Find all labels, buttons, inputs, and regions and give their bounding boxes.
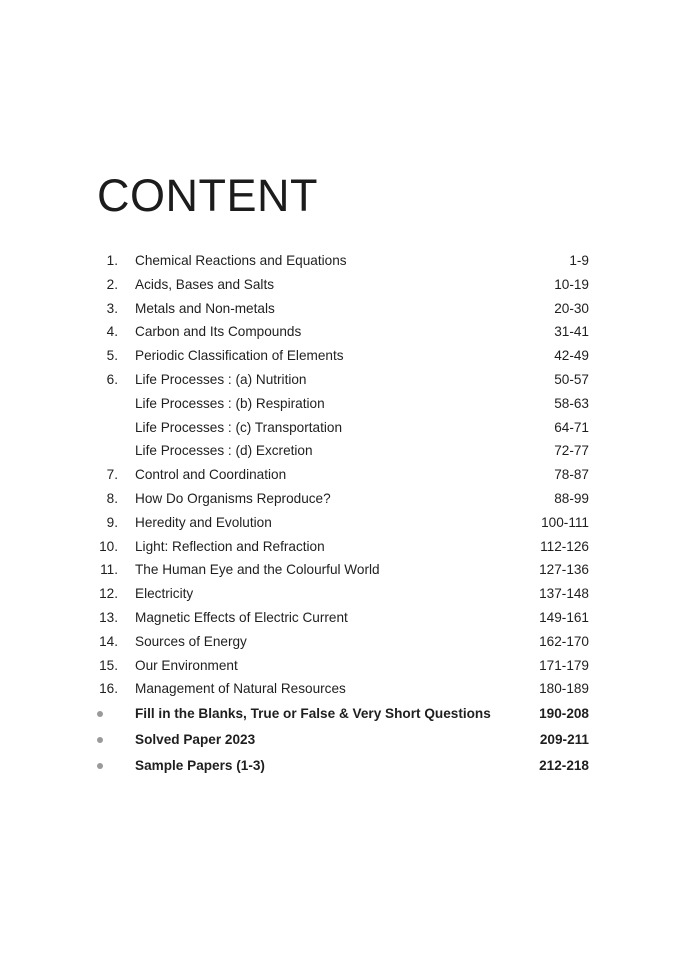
toc-entry (0, 677, 700, 701)
entry-pages: 100-111 (541, 514, 589, 530)
entry-number: 15. (99, 657, 118, 673)
entry-pages: 162-170 (539, 633, 589, 649)
entry-title: Control and Coordination (135, 467, 287, 483)
entry-title: Fill in the Blanks, True or False & Very Short Questions (135, 706, 491, 722)
entry-pages: 64-71 (554, 419, 589, 435)
entry-number: 13. (99, 609, 118, 625)
entry-number: 1. (106, 253, 118, 268)
entry-pages: 190-208 (539, 706, 589, 722)
bullet-icon (97, 763, 103, 769)
toc-entry (0, 297, 700, 321)
entry-title: Life Processes : (a) Nutrition (135, 371, 307, 387)
entry-title: Magnetic Effects of Electric Current (135, 609, 348, 625)
entry-pages: 212-218 (539, 758, 589, 774)
entry-number: 3. (106, 300, 118, 316)
entry-title: Sample Papers (1-3) (135, 758, 265, 774)
toc-extra-entry (0, 727, 700, 753)
entry-number: 11. (100, 562, 118, 578)
entry-pages: 137-148 (539, 586, 589, 602)
toc-extra-entry (0, 753, 700, 779)
entry-title: Management of Natural Resources (135, 681, 346, 697)
toc-entry (0, 487, 700, 511)
bullet-icon (97, 737, 103, 743)
entry-pages: 209-211 (539, 732, 589, 748)
entry-pages: 127-136 (539, 562, 589, 578)
entry-number: 6. (106, 371, 118, 387)
entry-title: The Human Eye and the Colourful World (135, 562, 380, 578)
entry-pages: 20-30 (554, 300, 589, 316)
entry-number: 12. (99, 586, 118, 602)
entry-pages: 180-189 (539, 681, 589, 697)
entry-title: Carbon and Its Compounds (135, 324, 302, 340)
entry-pages: 50-57 (554, 371, 589, 387)
entry-pages: 42-49 (554, 348, 589, 364)
entry-number: 4. (106, 324, 118, 340)
toc-entry (0, 630, 700, 654)
entry-title: Periodic Classification of Elements (135, 348, 344, 364)
entry-number: 8. (106, 490, 118, 506)
entry-number: 14. (99, 633, 118, 649)
entry-pages: 72-77 (554, 443, 589, 459)
toc-extra-entry (0, 701, 700, 727)
entry-title: Electricity (135, 586, 194, 602)
entry-title: How Do Organisms Reproduce? (135, 490, 331, 506)
entry-title: Chemical Reactions and Equations (135, 253, 347, 268)
toc-entry (0, 558, 700, 582)
entry-title: Life Processes : (b) Respiration (135, 395, 325, 411)
entry-title: Solved Paper 2023 (135, 732, 256, 748)
entry-title: Sources of Energy (135, 633, 247, 649)
entry-pages: 88-99 (554, 490, 589, 506)
entry-number: 10. (99, 538, 118, 554)
entry-title: Metals and Non-metals (135, 300, 275, 316)
toc-entry (0, 511, 700, 535)
entry-pages: 78-87 (554, 467, 589, 483)
entry-number: 2. (106, 276, 118, 292)
page-title: CONTENT (97, 170, 318, 221)
toc-entry (0, 654, 700, 678)
toc-entry (0, 535, 700, 559)
toc-entry (0, 582, 700, 606)
entry-number: 9. (106, 514, 118, 530)
entry-title: Light: Reflection and Refraction (135, 538, 325, 554)
entry-number: 16. (99, 681, 118, 697)
entry-pages: 10-19 (554, 276, 589, 292)
toc-entry (0, 368, 700, 392)
toc-entry (0, 439, 700, 463)
bullet-icon (97, 711, 103, 717)
entry-pages: 31-41 (554, 324, 589, 340)
table-of-contents (0, 249, 700, 779)
entry-title: Life Processes : (c) Transportation (135, 419, 343, 435)
toc-entry (0, 606, 700, 630)
entry-pages: 1-9 (569, 253, 589, 268)
toc-entry (0, 273, 700, 297)
entry-number: 7. (106, 467, 118, 483)
entry-title: Acids, Bases and Salts (135, 276, 275, 292)
toc-entry (0, 463, 700, 487)
toc-entry (0, 392, 700, 416)
entry-pages: 112-126 (540, 538, 589, 554)
toc-entry (0, 416, 700, 440)
entry-title: Heredity and Evolution (135, 514, 272, 530)
entry-number: 5. (106, 348, 118, 364)
entry-pages: 149-161 (539, 609, 589, 625)
toc-entry (0, 344, 700, 368)
toc-entry (0, 320, 700, 344)
entry-title: Our Environment (135, 657, 238, 673)
entry-pages: 58-63 (554, 395, 589, 411)
toc-entry (0, 249, 700, 273)
entry-pages: 171-179 (539, 657, 589, 673)
entry-title: Life Processes : (d) Excretion (135, 443, 313, 459)
